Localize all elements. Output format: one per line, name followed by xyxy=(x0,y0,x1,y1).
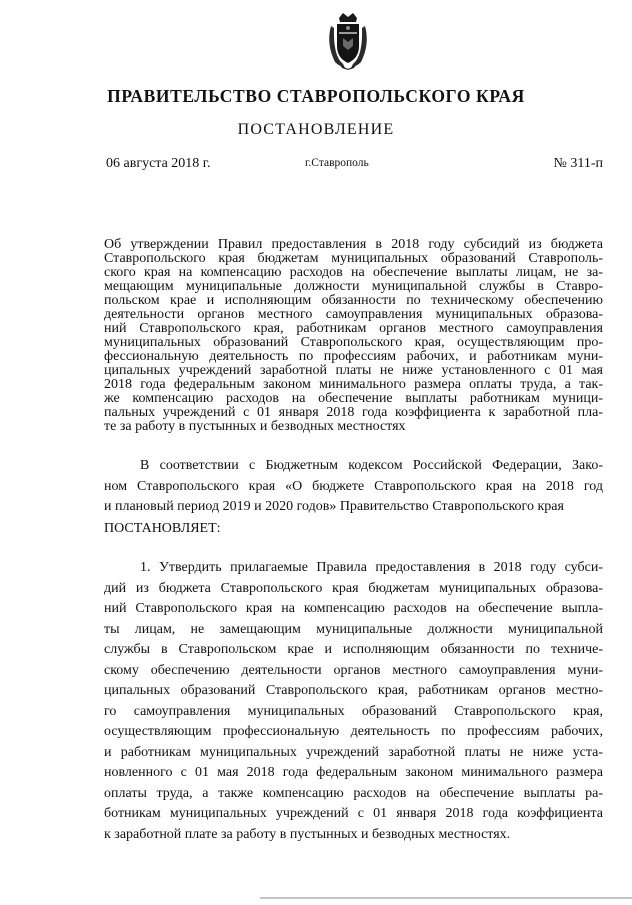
document-subject xyxy=(104,238,603,434)
subject-line: Ставропольского края бюджетам муниципальных образований Ставрополь- xyxy=(104,251,603,266)
document-meta xyxy=(106,156,603,174)
subject-line: ского края на компенсацию расходов на обеспечение выплаты лицам, не за- xyxy=(104,265,603,280)
subject-line: деятельности органов местного самоуправления муниципальных образова- xyxy=(104,307,603,322)
preamble-line: В соответствии с Бюджетным кодексом Российской Федерации, Зако- xyxy=(140,458,603,473)
subject-line: ний Ставропольского края, работникам органов местного самоуправления xyxy=(104,321,603,336)
paragraph-line: скому обеспечению деятельности органов местного самоуправления муни- xyxy=(104,662,603,678)
subject-line: муниципальных образований Ставропольского края, осуществляющим про- xyxy=(104,335,603,350)
subject-line: же компенсацию расходов на обеспечение выплаты работникам муници- xyxy=(104,391,603,406)
paragraph-line: ципальных образований Ставропольского края, работникам органов местно- xyxy=(104,683,603,698)
paragraph-line: го самоуправления муниципальных образований Ставропольского края, xyxy=(104,703,603,719)
subject-line: пальных учреждений с 01 января 2018 года коэффициента к заработной пла- xyxy=(104,405,603,420)
preamble-line: и плановый период 2019 и 2020 годов» Правительство Ставропольского края xyxy=(104,499,564,514)
paragraph-line: осуществляющим профессиональную деятельность по профессиям рабочих, xyxy=(104,724,603,739)
subject-line: фессиональную деятельность по профессиям рабочих, и работникам муни- xyxy=(104,349,603,364)
paragraph-line: службы в Ставропольском крае и исполняющим обязанности по техниче- xyxy=(104,642,603,657)
decree-heading: ПОСТАНОВЛЯЕТ: xyxy=(104,521,221,536)
paragraph-line: ний Ставропольского края на компенсацию расходов на обеспечение выпла- xyxy=(104,601,603,616)
preamble-line: ном Ставропольского края «О бюджете Ставропольского края на 2018 год xyxy=(104,478,603,494)
paragraph-line: ты лицам, не замещающим муниципальные должности муниципальной xyxy=(104,621,603,637)
paragraph-line: ботникам муниципальных учреждений с 01 января 2018 года коэффициента xyxy=(104,806,603,821)
paragraph-line: и работникам муниципальных учреждений заработной платы не ниже уста- xyxy=(104,744,603,760)
subject-line: Об утверждении Правил предоставления в 2018 году субсидий из бюджета xyxy=(104,237,603,252)
document-date: 06 августа 2018 г. xyxy=(106,156,211,171)
preamble-paragraph xyxy=(104,456,603,518)
paragraph-line: дий из бюджета Ставропольского края бюджетам муниципальных образова- xyxy=(104,580,603,596)
subject-line: польском крае и исполняющим обязанности по техническому обеспечению xyxy=(104,293,603,308)
government-title: ПРАВИТЕЛЬСТВО СТАВРОПОЛЬСКОГО КРАЯ xyxy=(107,86,525,106)
paragraph-line: новленного с 01 мая 2018 года федеральным законом минимального размера xyxy=(104,765,603,780)
document-type: ПОСТАНОВЛЕНИЕ xyxy=(237,121,395,138)
subject-line: 2018 года федеральным законом минимального размера оплаты труда, а так- xyxy=(104,377,603,392)
paragraph-line: к заработной плате за работу в пустынных и безводных местностях. xyxy=(104,826,511,842)
subject-line: те за работу в пустынных и безводных местностях xyxy=(104,419,406,434)
paragraph-line: 1. Утвердить прилагаемые Правила предоставления в 2018 году субси- xyxy=(140,560,603,575)
coat-of-arms-icon xyxy=(325,12,371,70)
scan-edge-line xyxy=(260,897,632,899)
document-city: г.Ставрополь xyxy=(305,157,369,169)
subject-line: ципальных учреждений заработной платы не ниже установленного с 01 мая xyxy=(104,363,603,378)
document-number: № 311-п xyxy=(553,156,603,171)
paragraph-1 xyxy=(104,558,603,845)
subject-line: мещающим муниципальные должности муниципальной службы в Ставро- xyxy=(104,279,603,294)
paragraph-line: оплаты труда, а также компенсацию расходов на обеспечение выплаты ра- xyxy=(104,785,603,801)
